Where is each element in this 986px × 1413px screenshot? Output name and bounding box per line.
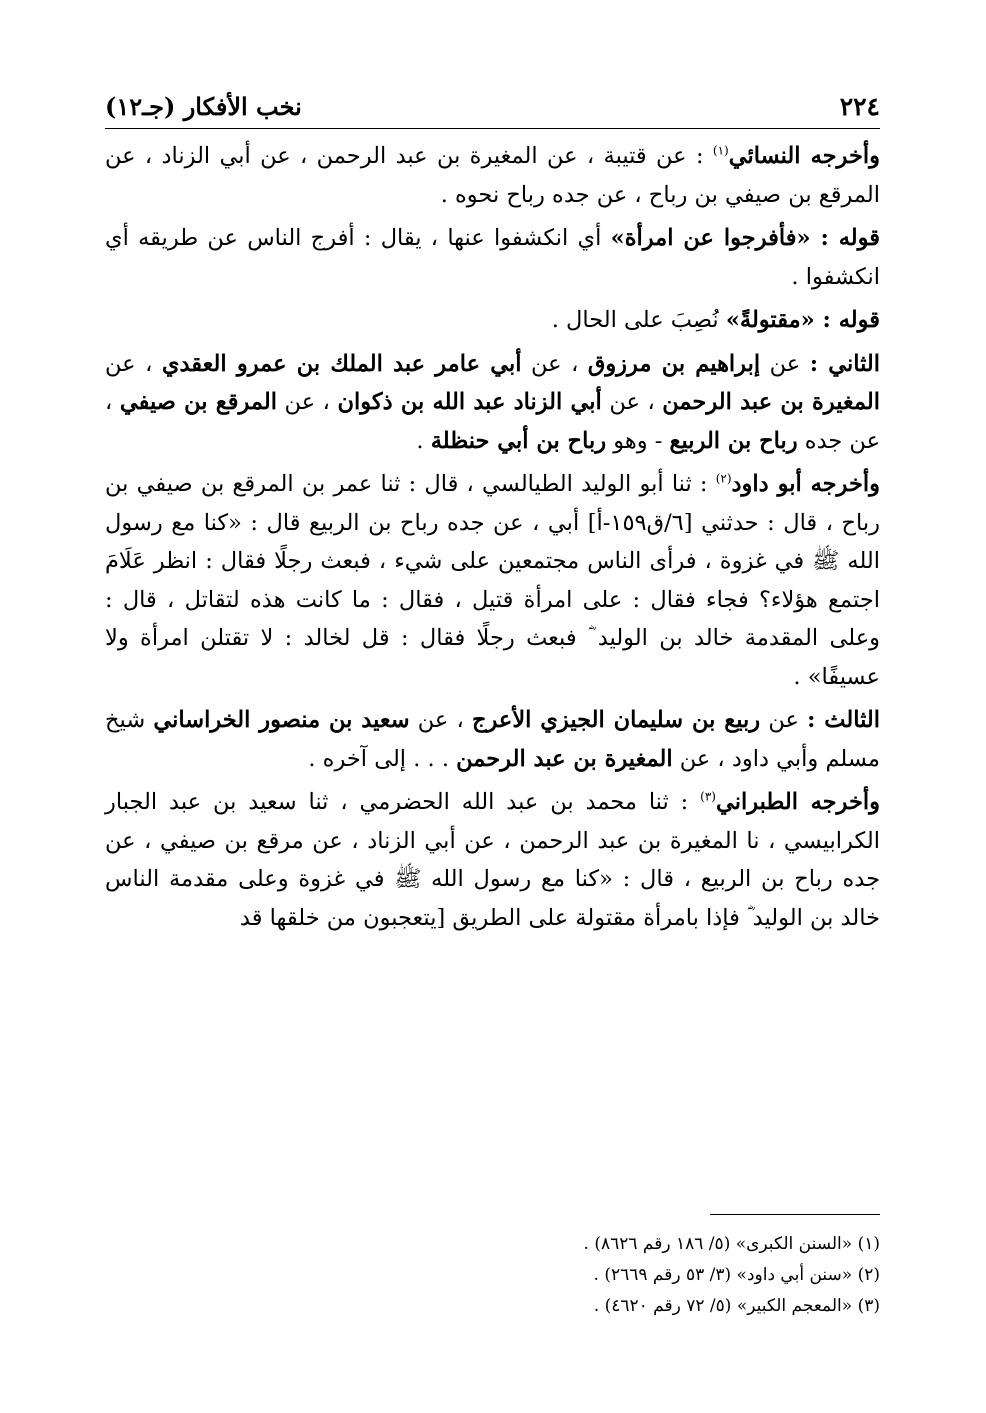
footnote-divider — [710, 1214, 880, 1215]
text-segment: - وهو — [606, 427, 670, 454]
paragraph-tabarani — [105, 783, 880, 937]
bold-segment: الثالث : — [807, 707, 880, 733]
text-segment: شيخ مسلم وأبي داود ، عن — [105, 707, 880, 772]
text-segment: ، عن — [601, 389, 663, 415]
bold-segment: أبي الزناد عبد الله بن ذكوان — [337, 389, 602, 415]
bold-segment: وأخرجه الطبراني — [715, 789, 880, 815]
book-title: نخب الأفكار (جـ١٢) — [105, 91, 302, 121]
paragraph-nasai — [105, 137, 880, 214]
bold-segment: المغيرة بن عبد الرحمن — [662, 389, 880, 415]
bold-segment: سعيد بن منصور الخراساني — [153, 707, 410, 733]
text-segment: ، عن — [409, 707, 472, 733]
page-body — [105, 137, 880, 937]
bold-segment: رباح بن أبي حنظلة — [430, 427, 607, 454]
bold-segment: وأخرجه أبو داود — [731, 471, 880, 497]
paragraph-maqtula — [105, 301, 880, 340]
bold-segment: المرقع بن صيفي — [119, 389, 277, 415]
bold-segment: وأخرجه النسائي — [728, 143, 880, 169]
footnote-marker: (١) — [712, 143, 729, 158]
text-segment: ، عن — [105, 350, 162, 377]
paragraph-third-chain — [105, 701, 880, 778]
text-segment: : ثنا أبو الوليد الطيالسي ، قال : ثنا عمر بن المرقع بن صيفي بن رباح ، قال : حدثني [٦/ق١٥٩-أ] أبي ، عن جده رباح بن الربيع قال : «كنا مع رسول الله ﷺ في غزوة ، فرأى الناس مجتمعين على شيء ، فبعث رجلًا فقال : انظر عَلَامَ اجتمع هؤلاء؟ فجاء فقال : على امرأة قتيل ، فقال : ما كانت هذه لتقاتل ، قال : وعلى المقدمة خالد بن الوليد ؓ فبعث رجلًا فقال : قل لخالد : لا تقتلن امرأة ولا عسيفًا» . — [105, 471, 881, 690]
bold-segment: إبراهيم بن مرزوق — [587, 350, 761, 377]
bold-segment: الثاني : — [809, 350, 880, 377]
paragraph-afrijou — [105, 219, 880, 296]
text-segment: ، عن جده — [105, 389, 880, 454]
bold-segment: ربيع بن سليمان الجيزي الأعرج — [471, 707, 761, 733]
footnotes-section — [105, 1214, 880, 1322]
text-segment: نُصِبَ على الحال . — [551, 307, 726, 333]
text-segment: : عن قتيبة ، عن المغيرة بن عبد الرحمن ، عن أبي الزناد ، عن المرقع بن صيفي بن رباح ، عن جده رباح نحوه . — [105, 143, 880, 208]
text-segment: عن — [760, 707, 808, 733]
footnote-item: (١) «السنن الكبرى» (٥/ ١٨٦ رقم ٨٦٢٦) . — [583, 1234, 880, 1254]
footnote-marker: (٢) — [715, 471, 732, 486]
bold-segment: أبي عامر عبد الملك بن عمرو العقدي — [161, 350, 522, 377]
book-page — [105, 84, 881, 1316]
bold-segment: المغيرة بن عبد الرحمن — [456, 745, 673, 772]
text-segment: ، عن — [277, 389, 338, 415]
footnote-item: (٢) «سنن أبي داود» (٣/ ٥٣ رقم ٢٦٦٩) . — [593, 1265, 880, 1285]
running-header — [105, 84, 880, 129]
text-segment: عن — [760, 350, 810, 377]
text-segment: أي انكشفوا عنها ، يقال : أفرج الناس عن طريقه أي انكشفوا . — [105, 225, 880, 290]
text-segment: : ثنا محمد بن عبد الله الحضرمي ، ثنا سعيد بن عبد الجبار الكرابيسي ، نا المغيرة بن عبد الرحمن ، عن أبي الزناد ، عن مرقع بن صيفي ، عن جده رباح بن الربيع ، قال : «كنا مع رسول الله ﷺ في غزوة وعلى مقدمة الناس خالد بن الوليد ؓ فإذا بامرأة مقتولة على الطريق [يتعجبون من خلقها قد — [105, 789, 880, 931]
text-segment: . . . إلى آخره . — [308, 745, 457, 772]
page-number: ٢٢٤ — [839, 91, 880, 121]
text-segment: . — [416, 427, 431, 454]
footnote-marker: (٣) — [700, 789, 716, 804]
bold-segment: رباح بن الربيع — [669, 427, 798, 454]
bold-segment: قوله : «فأفرجوا عن امرأة» — [610, 225, 880, 251]
bold-segment: قوله : «مقتولةً» — [725, 307, 880, 333]
text-segment: ، عن — [521, 350, 588, 377]
footnote-item: (٣) «المعجم الكبير» (٥/ ٧٢ رقم ٤٦٢٠) . — [593, 1296, 880, 1316]
paragraph-abu-dawud — [105, 465, 880, 696]
paragraph-second-chain — [105, 345, 880, 461]
